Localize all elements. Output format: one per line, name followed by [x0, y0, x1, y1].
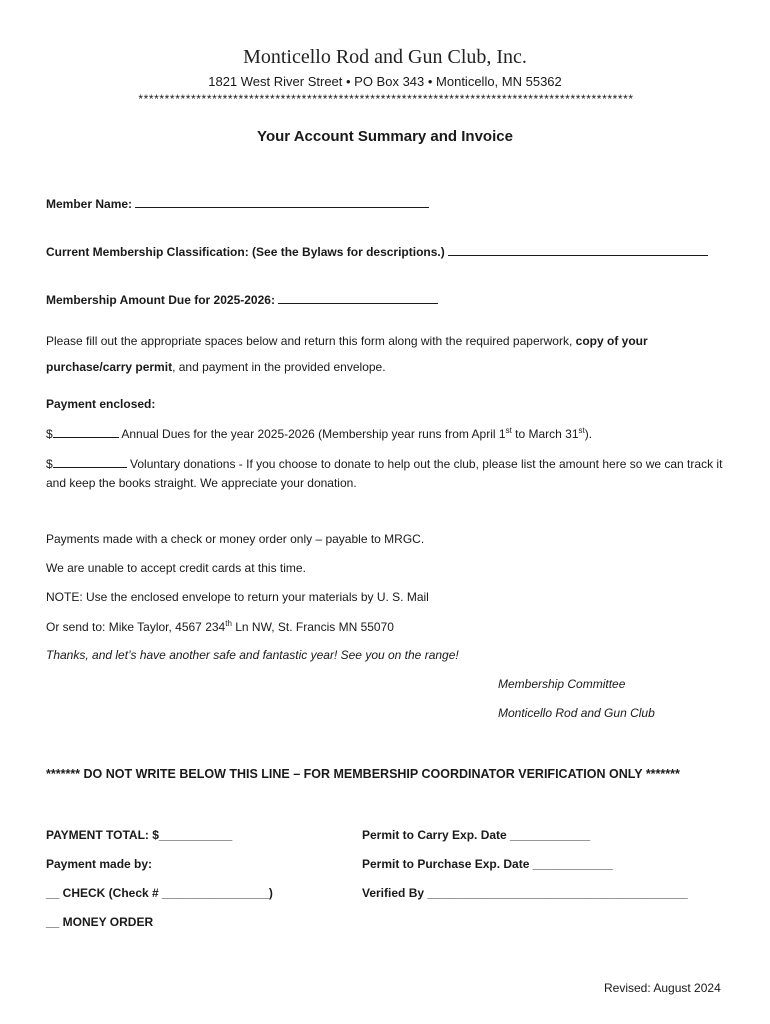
separator-stars: **********************************************************************************************	[138, 92, 634, 106]
org-address: 1821 West River Street • PO Box 343 • Monticello, MN 55362	[208, 74, 562, 89]
purchase-permit-exp: Permit to Purchase Exp. Date ____________	[362, 857, 613, 871]
member-name-label: Member Name:	[46, 197, 133, 211]
org-title: Monticello Rod and Gun Club, Inc.	[243, 46, 527, 68]
instructions-bold: copy of your purchase/carry permit	[46, 334, 648, 374]
verified-by: Verified By _______________________________________	[362, 886, 688, 900]
amount-due-label: Membership Amount Due for 2025-2026:	[46, 293, 275, 307]
payment-made-by: Payment made by:	[46, 857, 153, 871]
dues-blank	[53, 426, 119, 438]
donation-blank	[53, 456, 127, 468]
payment-enclosed-label: Payment enclosed:	[46, 397, 156, 411]
amount-due-blank	[278, 292, 438, 304]
money-order-option: __ MONEY ORDER	[46, 915, 154, 929]
donation-text: Voluntary donations - If you choose to donate to help out the club, please list the amount here so we can track it and keep the books straight. We appreciate your donation.	[46, 457, 723, 490]
no-credit-note: We are unable to accept credit cards at this time.	[46, 561, 306, 575]
dues-text-2: to March 31	[511, 427, 579, 441]
page-heading: Your Account Summary and Invoice	[257, 128, 513, 145]
amount-due-field	[46, 292, 438, 307]
instructions-text: Please fill out the appropriate spaces below and return this form along with the required paperwork,	[46, 334, 573, 348]
dues-text-3: ).	[584, 427, 593, 441]
dues-sup-2: st	[578, 426, 585, 435]
verification-banner: ******* DO NOT WRITE BELOW THIS LINE – FOR MEMBERSHIP COORDINATOR VERIFICATION ONLY *******	[46, 767, 680, 781]
send-to-note	[46, 619, 394, 634]
donation-paragraph	[46, 455, 726, 493]
payment-total: PAYMENT TOTAL: $___________	[46, 828, 233, 842]
instructions-text-end: , and payment in the provided envelope.	[172, 360, 386, 374]
check-option: __ CHECK (Check # ________________)	[46, 886, 273, 900]
send-to-text-2: Ln NW, St. Francis MN 55070	[231, 620, 394, 634]
donation-dollar-sign: $	[46, 457, 53, 471]
dues-dollar-sign: $	[46, 427, 53, 441]
classification-field	[46, 244, 708, 259]
member-name-blank	[135, 196, 429, 208]
club-signature: Monticello Rod and Gun Club	[498, 706, 655, 720]
classification-label: Current Membership Classification: (See the Bylaws for descriptions.)	[46, 245, 445, 259]
send-to-text: Or send to: Mike Taylor, 4567 234	[46, 620, 226, 634]
dues-text: Annual Dues for the year 2025-2026 (Membership year runs from April 1	[121, 427, 506, 441]
dues-line	[46, 426, 592, 441]
dues-sup-1: st	[505, 426, 512, 435]
carry-permit-exp: Permit to Carry Exp. Date ____________	[362, 828, 591, 842]
thanks-note: Thanks, and let’s have another safe and fantastic year! See you on the range!	[46, 648, 459, 662]
check-only-note: Payments made with a check or money order only – payable to MRGC.	[46, 532, 425, 546]
envelope-note: NOTE: Use the enclosed envelope to return your materials by U. S. Mail	[46, 590, 429, 604]
revised-date: Revised: August 2024	[604, 981, 721, 995]
committee-signature: Membership Committee	[498, 677, 626, 691]
send-to-sup: th	[225, 619, 232, 628]
classification-blank	[448, 244, 708, 256]
instructions-paragraph	[46, 328, 726, 380]
member-name-field	[46, 196, 429, 211]
